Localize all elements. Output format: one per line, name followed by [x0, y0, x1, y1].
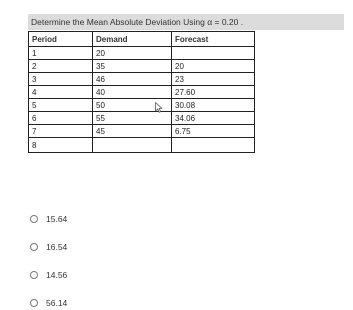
radio-button[interactable] [30, 299, 38, 307]
forecast-cell [172, 47, 255, 60]
period-cell: 2 [29, 60, 93, 73]
table-header-row [29, 32, 255, 47]
demand-cell: 35 [93, 60, 172, 73]
answer-option-label: 14.56 [46, 270, 68, 280]
header-forecast: Forecast [172, 32, 255, 47]
answer-options [30, 205, 67, 310]
radio-button[interactable] [30, 271, 38, 279]
table-row [29, 112, 255, 125]
period-cell: 8 [29, 138, 93, 153]
table-row [29, 99, 255, 112]
table-row [29, 60, 255, 73]
demand-cell: 55 [93, 112, 172, 125]
radio-button[interactable] [30, 243, 38, 251]
table-row [29, 125, 255, 138]
period-cell: 7 [29, 125, 93, 138]
period-cell: 1 [29, 47, 93, 60]
demand-cell [93, 138, 172, 153]
table-row [29, 86, 255, 99]
demand-forecast-table [28, 31, 255, 153]
header-demand: Demand [93, 32, 172, 47]
demand-cell: 46 [93, 73, 172, 86]
question-text: Determine the Mean Absolute Deviation Using α = 0.20 . [28, 14, 344, 30]
forecast-cell: 34.06 [172, 112, 255, 125]
mouse-pointer-icon [155, 102, 164, 113]
forecast-cell: 30.08 [172, 99, 255, 112]
forecast-cell: 20 [172, 60, 255, 73]
answer-option-label: 56.14 [46, 298, 68, 308]
period-cell: 5 [29, 99, 93, 112]
answer-option[interactable] [30, 205, 67, 233]
table-row [29, 138, 255, 153]
demand-cell: 20 [93, 47, 172, 60]
forecast-cell [172, 138, 255, 153]
answer-option[interactable] [30, 289, 67, 310]
table-row [29, 47, 255, 60]
answer-option[interactable] [30, 261, 67, 289]
forecast-cell: 27.60 [172, 86, 255, 99]
forecast-cell: 23 [172, 73, 255, 86]
answer-option-label: 15.64 [46, 214, 68, 224]
period-cell: 4 [29, 86, 93, 99]
radio-button[interactable] [30, 215, 38, 223]
demand-cell: 40 [93, 86, 172, 99]
header-period: Period [29, 32, 93, 47]
period-cell: 6 [29, 112, 93, 125]
answer-option-label: 16.54 [46, 242, 68, 252]
answer-option[interactable] [30, 233, 67, 261]
period-cell: 3 [29, 73, 93, 86]
forecast-cell: 6.75 [172, 125, 255, 138]
demand-cell: 45 [93, 125, 172, 138]
demand-cell: 50 [93, 99, 172, 112]
table-row [29, 73, 255, 86]
